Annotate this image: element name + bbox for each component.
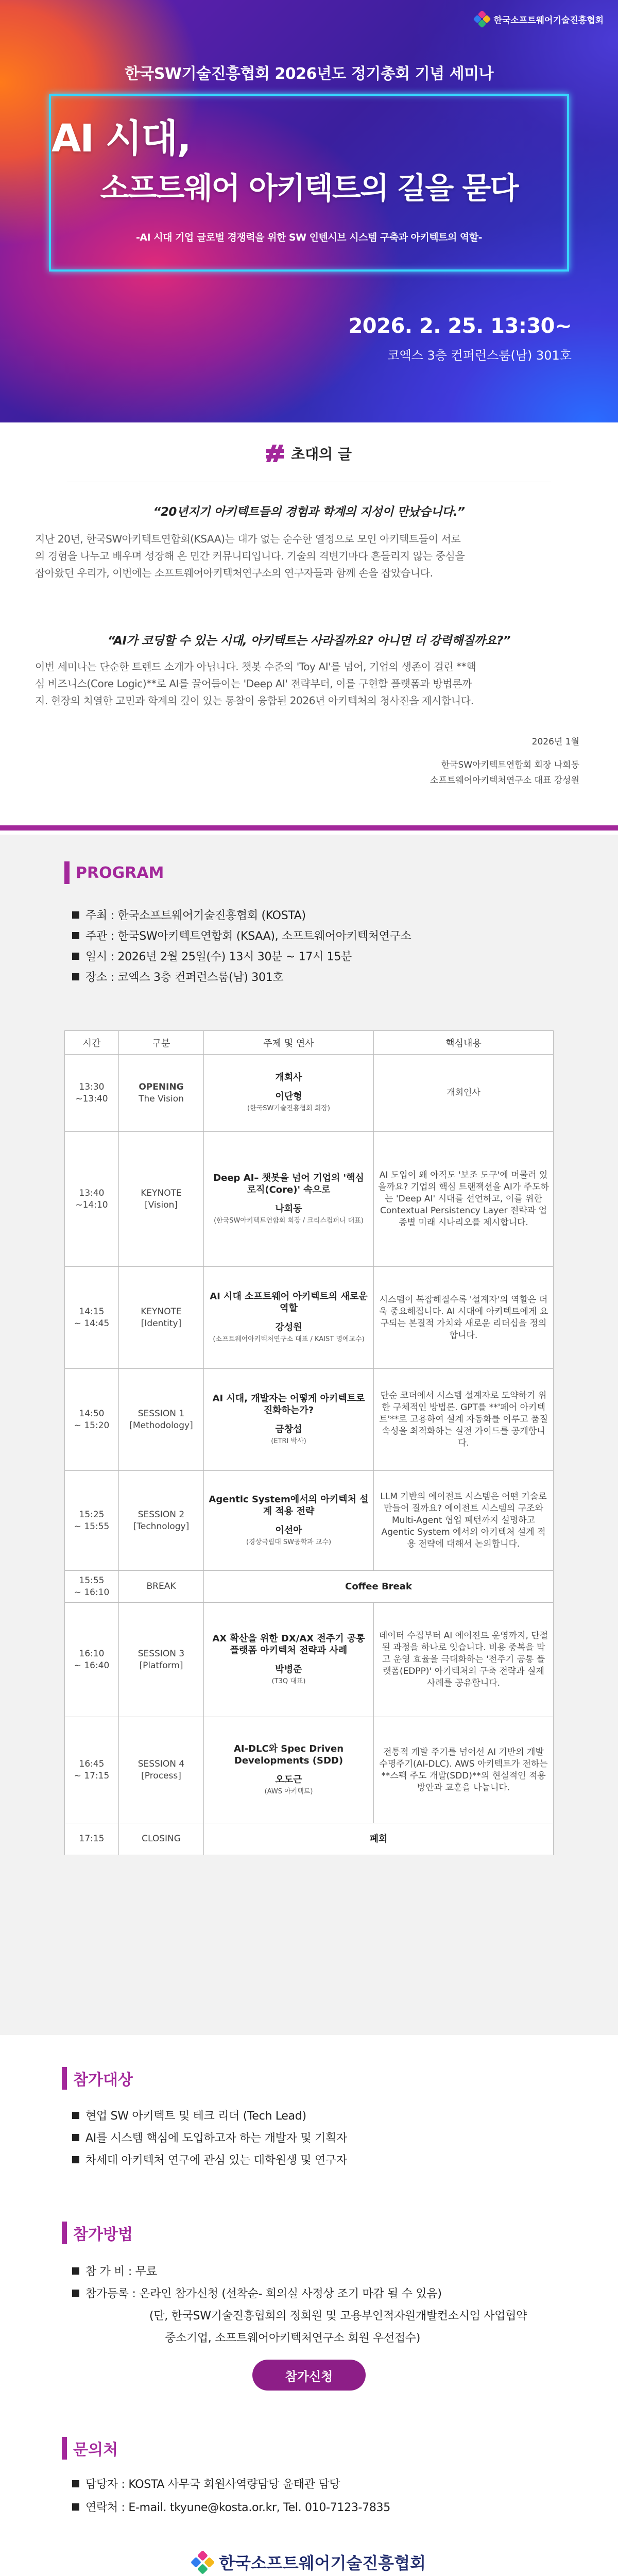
paragraph-1 (35, 531, 583, 582)
time-cell: 13:40 ~14:10 (65, 1132, 119, 1267)
invitation-section (0, 422, 618, 829)
time-cell: 13:30 ~13:40 (65, 1055, 119, 1132)
bullet-square-icon (72, 2480, 79, 2487)
footer-logo (0, 2550, 618, 2574)
target-item: 차세대 아키텍처 연구에 관심 있는 대학원생 및 연구자 (72, 2151, 347, 2167)
participation-section (0, 2035, 618, 2576)
table-row (65, 1717, 554, 1823)
category-cell: SESSION 4 [Process] (119, 1717, 204, 1823)
summary-cell: 데이터 수집부터 AI 에이전트 운영까지, 단절된 과정을 하나로 잇습니다. 비용 중복을 막고 운영 효율을 극대화하는 '전주기 공통 플랫폼(EDPP)' 아키텍처의 구축 전략과 실제 사례를 공유합니다. (374, 1603, 554, 1717)
program-section (0, 835, 618, 2035)
target-item: 현업 SW 아키텍트 및 테크 리더 (Tech Lead) (72, 2107, 306, 2123)
bullet-square-icon (72, 2503, 79, 2511)
table-row (65, 1571, 554, 1603)
info-host: 주최 : 한국소프트웨어기술진흥협회 (KOSTA) (72, 907, 306, 923)
hero-subhead: 한국SW기술진흥협회 2026년도 정기총회 기념 세미나 (124, 65, 494, 83)
hero-datebox (348, 314, 572, 363)
invitation-heading (0, 443, 618, 464)
time-cell: 14:50 ~ 15:20 (65, 1369, 119, 1471)
time-cell: 16:10 ~ 16:40 (65, 1603, 119, 1717)
category-cell: SESSION 1 [Methodology] (119, 1369, 204, 1471)
topic-cell: AI 시대, 개발자는 어떻게 아키텍트로 진화하는가? 금창섭 (ETRI 박사) (204, 1369, 374, 1471)
category-cell: SESSION 3 [Platform] (119, 1603, 204, 1717)
time-cell: 15:55 ~ 16:10 (65, 1571, 119, 1603)
method-fee: 참 가 비 : 무료 (72, 2263, 157, 2279)
time-cell: 17:15 (65, 1823, 119, 1855)
table-header-row (65, 1031, 554, 1055)
label-bar (62, 2437, 67, 2460)
schedule-table (64, 1030, 554, 1855)
table-row (65, 1055, 554, 1132)
paragraph-1-line: 의 경험을 나누고 배우며 성장해 온 민간 커뮤니티입니다. 기술의 격변기마다 흔들리지 않는 중심을 (35, 550, 465, 562)
closing-cell: 폐회 (204, 1823, 554, 1855)
table-row (65, 1471, 554, 1571)
info-venue: 장소 : 코엑스 3층 컨퍼런스룸(남) 301호 (72, 969, 283, 985)
topic-cell: Deep AI– 챗봇을 넘어 기업의 '핵심 로직(Core)' 속으로 나희동 (한국SW아키텍트연합회 회장 / 크리스컴퍼니 대표) (204, 1132, 374, 1267)
paragraph-2-line: 이번 세미나는 단순한 트렌드 소개가 아닙니다. 챗봇 수준의 'Toy AI'를 넘어, 기업의 생존이 걸린 **핵 (35, 660, 476, 673)
target-item: AI를 시스템 핵심에 도입하고자 하는 개발자 및 기획자 (72, 2129, 347, 2145)
table-row (65, 1267, 554, 1369)
paragraph-2-line: 지. 현장의 치열한 고민과 학계의 깊이 있는 통찰이 융합된 2026년 아키텍처의 청사진을 제시합니다. (35, 694, 474, 707)
time-cell: 14:15 ~ 14:45 (65, 1267, 119, 1369)
topic-cell: AI-DLC와 Spec Driven Developments (SDD) 오도근 (AWS 아키텍트) (204, 1717, 374, 1823)
header-topic: 주제 및 연사 (204, 1031, 374, 1055)
bullet-square-icon (72, 911, 79, 919)
invitation-heading-text: 초대의 글 (291, 446, 352, 463)
break-cell: Coffee Break (204, 1571, 554, 1603)
org-logo-text: 한국소프트웨어기술진흥협회 (493, 15, 604, 26)
summary-cell: 시스템이 복잡해질수록 '설계자'의 역할은 더욱 중요해집니다. AI 시대에 아키텍트에게 요구되는 본질적 가치와 새로운 리더십을 정의합니다. (374, 1267, 554, 1369)
paragraph-1-line: 잡아왔던 우리가, 이번에는 소프트웨어아키텍처연구소의 연구자들과 함께 손을 잡았습니다. (35, 567, 433, 579)
bullet-square-icon (72, 2290, 79, 2297)
method-note-1: (단, 한국SW기술진흥협회의 정회원 및 고용부인적자원개발컨소시엄 사업협약 (149, 2310, 527, 2323)
quote-1: “20년지기 아키텍트들의 경험과 학계의 지성이 만났습니다.” (153, 505, 465, 519)
method-note-2: 중소기업, 소프트웨어아키텍처연구소 회원 우선접수) (165, 2332, 421, 2345)
quote-2: “AI가 코딩할 수 있는 시대, 아키텍트는 사라질까요? 아니면 더 강력해질까요?” (107, 634, 511, 648)
contact-label (62, 2437, 118, 2460)
contact-label-text: 문의처 (73, 2441, 118, 2459)
bullet-square-icon (72, 2134, 79, 2141)
topic-cell: Agentic System에서의 아키텍처 설계 적용 전략 이선아 (경상국립대 SW공학과 교수) (204, 1471, 374, 1571)
table-row (65, 1369, 554, 1471)
target-label-text: 참가대상 (73, 2071, 133, 2089)
category-cell: KEYNOTE [Vision] (119, 1132, 204, 1267)
table-row (65, 1603, 554, 1717)
category-cell: SESSION 2 [Technology] (119, 1471, 204, 1571)
bullet-square-icon (72, 2156, 79, 2163)
topic-cell: AX 확산을 위한 DX/AX 전주기 공통플랫폼 아키텍처 전략과 사례 박병준 (T3Q 대표) (204, 1603, 374, 1717)
hash-icon (266, 445, 284, 462)
bullet-square-icon (72, 932, 79, 939)
target-label (62, 2067, 133, 2090)
time-cell: 16:45 ~ 17:15 (65, 1717, 119, 1823)
topic-cell: AI 시대 소프트웨어 아키텍트의 새로운 역할 강성원 (소프트웨어아키텍처연구소 대표 / KAIST 명예교수) (204, 1267, 374, 1369)
contact-phone: 연락처 : E-mail. tkyune@kosta.or.kr, Tel. 010-7123-7835 (72, 2499, 390, 2515)
kosta-logo-icon (192, 2552, 213, 2572)
method-label (62, 2222, 133, 2244)
signatory-2: 소프트웨어아키텍처연구소 대표 강성원 (430, 775, 579, 786)
event-date: 2026. 2. 25. 13:30~ (348, 314, 572, 338)
method-apply: 참가등록 : 온라인 참가신청 (선착순- 회의실 사정상 조기 마감 될 수 있음) (72, 2285, 442, 2301)
header-time: 시간 (65, 1031, 119, 1055)
hero-banner (0, 0, 618, 422)
hero-title-line2: 소프트웨어 아키텍트의 길을 묻다 (100, 171, 518, 206)
category-cell: CLOSING (119, 1823, 204, 1855)
apply-button[interactable]: 참가신청 (252, 2360, 366, 2391)
info-organizer: 주관 : 한국SW아키텍트연합회 (KSAA), 소프트웨어아키텍처연구소 (72, 927, 411, 943)
kosta-logo-icon (474, 11, 490, 27)
bullet-square-icon (72, 2267, 79, 2275)
summary-cell: 개회인사 (374, 1055, 554, 1132)
topic-cell: 개회사 이단형 (한국SW기술진흥협회 회장) (204, 1055, 374, 1132)
category-cell: BREAK (119, 1571, 204, 1603)
program-label-text: PROGRAM (76, 863, 164, 882)
hero-tagline: -AI 시대 기업 글로벌 경쟁력을 위한 SW 인텐시브 시스템 구축과 아키텍트의 역할- (135, 232, 483, 243)
summary-cell: 전통적 개발 주기를 넘어선 AI 기반의 개발 수명주기(AI-DLC). AWS 아키텍트가 전하는 **스펙 주도 개발(SDD)**의 현실적인 적용 방안과 교훈을 나눕니다. (374, 1717, 554, 1823)
method-label-text: 참가방법 (73, 2226, 133, 2244)
bullet-square-icon (72, 973, 79, 980)
table-row (65, 1823, 554, 1855)
category-cell: OPENING The Vision (119, 1055, 204, 1132)
signature-block (430, 757, 579, 788)
program-label (64, 861, 164, 884)
bullet-square-icon (72, 953, 79, 960)
summary-cell: LLM 기반의 에이전트 시스템은 어떤 기술로 만들어 질까요? 에이전트 시스템의 구조와 Multi-Agent 협업 패턴까지 설명하고 Agentic System 에서의 아키텍처 설계 적용 전략에 대해서 논의합니다. (374, 1471, 554, 1571)
bullet-square-icon (72, 2112, 79, 2119)
category-cell: KEYNOTE [Identity] (119, 1267, 204, 1369)
section-divider (0, 825, 618, 831)
label-bar (64, 861, 70, 884)
hero-title-line1: AI 시대, (52, 116, 191, 161)
letter-date: 2026년 1월 (531, 737, 579, 747)
paragraph-2 (35, 658, 583, 709)
info-datetime: 일시 : 2026년 2월 25일(수) 13시 30분 ~ 17시 15분 (72, 948, 352, 964)
header-category: 구분 (119, 1031, 204, 1055)
paragraph-1-line: 지난 20년, 한국SW아키텍트연합회(KSAA)는 대가 없는 순수한 열정으로 모인 아키텍트들이 서로 (35, 533, 461, 545)
table-row (65, 1132, 554, 1267)
summary-cell: 단순 코더에서 시스템 설계자로 도약하기 위한 구체적인 방법론. GPT를 **'페어 아키텍트'**로 고용하여 설계 자동화를 이루고 품질 속성을 최적화하는 실전 가이드를 공개합니다. (374, 1369, 554, 1471)
event-place: 코엑스 3층 컨퍼런스룸(남) 301호 (387, 348, 572, 363)
paragraph-2-line: 심 비즈니스(Core Logic)**로 AI를 끌어들이는 'Deep AI' 전략부터, 이를 구현할 플랫폼과 방법론까 (35, 677, 472, 690)
time-cell: 15:25 ~ 15:55 (65, 1471, 119, 1571)
label-bar (62, 2222, 67, 2244)
label-bar (62, 2067, 67, 2090)
header-summary: 핵심내용 (374, 1031, 554, 1055)
signatory-1: 한국SW아키텍트연합회 회장 나희동 (441, 760, 579, 770)
contact-person: 담당자 : KOSTA 사무국 회원사역량담당 윤태관 담당 (72, 2476, 340, 2492)
summary-cell: AI 도입이 왜 아직도 '보조 도구'에 머물러 있을까요? 기업의 핵심 트랜잭션을 AI가 주도하는 'Deep AI' 시대를 선언하고, 이를 위한 Contextual Persistency Layer 전략과 업종별 미래 시나리오를 제시합니다. (374, 1132, 554, 1267)
org-logo (474, 11, 604, 27)
footer-org-name: 한국소프트웨어기술진흥협회 (219, 2553, 426, 2573)
